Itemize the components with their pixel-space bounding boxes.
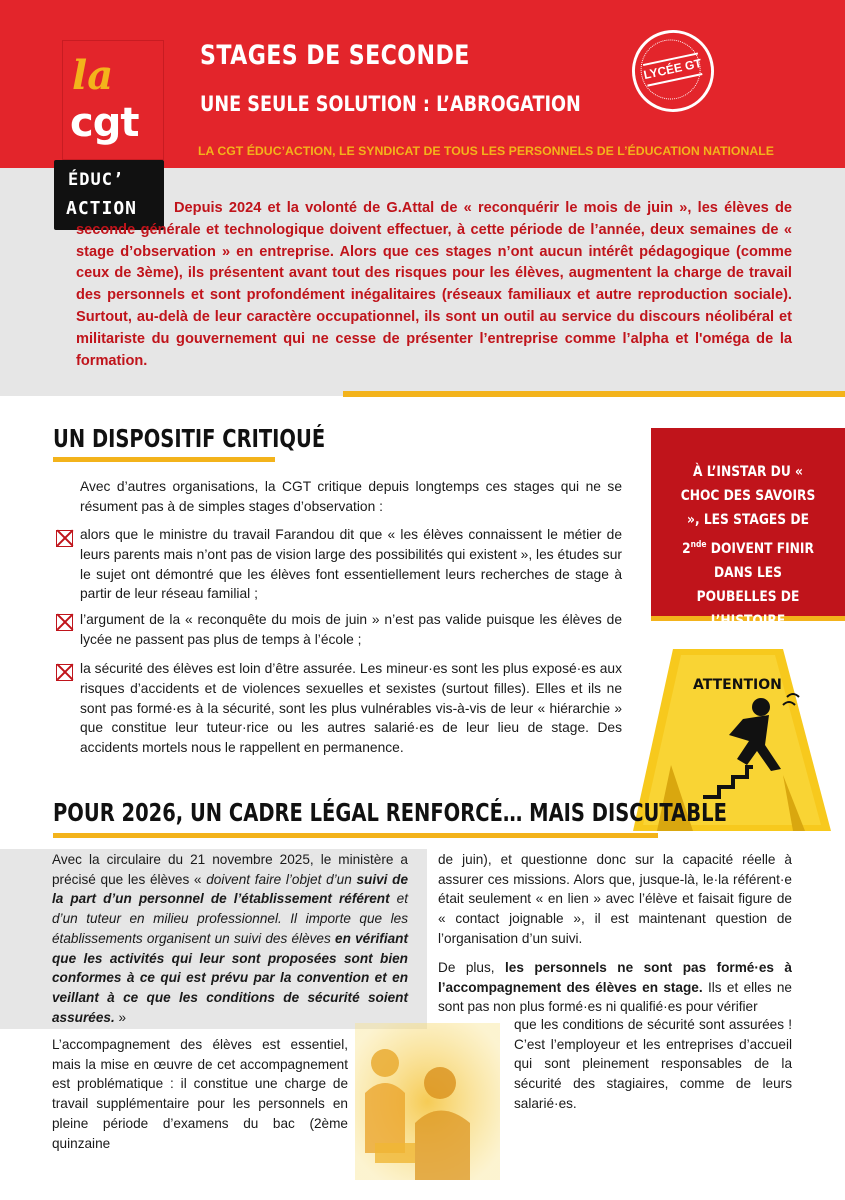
list-item: alors que le ministre du travail Farandou dit que « les élèves connaissent le métier de leurs parents mais n’ont pas de vision large des possibilités qui existent », les études sur le sujet ont démontré que les élèves font essentiellement leurs recherches de stage à partir de leur réseau familial ; bbox=[80, 527, 622, 602]
right-column-paragraph: De plus, les personnels ne sont pas formé·es à l’accompagnement des élèves en stage. Ils et elles ne sont pas non plus formé·es ni qualifié·es pour vérifier bbox=[438, 960, 792, 1015]
right-column-paragraph: que les conditions de sécurité sont assurées ! C’est l’employeur et les entreprises d’accueil qui sont pleinement responsables de la sécurité des stagiaires, comme de leurs salarié·es. bbox=[514, 1017, 792, 1111]
cross-box-icon bbox=[56, 664, 73, 681]
students-photo bbox=[355, 1023, 500, 1180]
circulaire-quote: Avec la circulaire du 21 novembre 2025, le ministère a précisé que les élèves « doivent faire l’objet d’un suivi de la part d’un personnel de l’établissement référent et d’un tuteur en milieu professionnel. Il importe que les établissements organisent un suivi des élèves en vérifiant que les activités qui leur sont proposées sont bien conformes à ce qui est prévu par la convention et en veillant à ce que les conditions de sécurité soient assurées. » bbox=[52, 852, 409, 1025]
accompaniment-paragraph: L’accompagnement des élèves est essentiel, mais la mise en œuvre de cet accompagnement est problématique : il constitue une charge de travail supplémentaire pour les personnels en pleine période d’examens du bac (2ème quinzaine bbox=[52, 1037, 348, 1151]
tagline: LA CGT ÉDUC’ACTION, LE SYNDICAT DE TOUS LES PERSONNELS DE L’ÉDUCATION NATIONALE bbox=[198, 144, 774, 158]
heading-underline bbox=[53, 833, 658, 838]
intro-paragraph: Depuis 2024 et la volonté de G.Attal de « reconquérir le mois de juin », les élèves de seconde générale et technologique doivent effectuer, à cette période de l’année, deux semaines de « stage d’observation » en entreprise. Alors que ces stages n’ont aucun intérêt pédagogique (comme ceux de 3ème), ils présentent avant tout des risques pour les élèves, augmentent la charge de travail des personnels et sont profondément inégalitaires (réseaux familiaux et autre reproduction sociale). Surtout, au-delà de leur caractère occupationnel, ils sont un outil au service du discours néolibéral et militariste du gouvernement qui ne cesse de présenter l’entreprise comme l’alpha et l'oméga de la formation. bbox=[76, 200, 792, 369]
right-column-paragraph: de juin), et questionne donc sur la capacité réelle à assurer ces missions. Alors que, jusque-là, le·la référent·e était seulement « en lien » avec l’élève et faisait figure de « contact joignable », il est maintenant question de l’organisation d’un suivi. bbox=[438, 852, 792, 946]
cgt-educaction-logo: la cgt ÉDUC’ ACTION bbox=[62, 40, 162, 230]
section-heading-dispositif: UN DISPOSITIF CRITIQUÉ bbox=[53, 424, 326, 453]
cross-box-icon bbox=[56, 530, 73, 547]
callout-text: À L’INSTAR DU « CHOC DES SAVOIRS », LES STAGES DE 2nde DOIVENT FINIR DANS LES POUBELLES DE L’HISTOIRE bbox=[680, 463, 816, 630]
divider bbox=[343, 391, 845, 397]
lycee-gt-stamp: LYCÉE GT bbox=[624, 22, 721, 119]
page-title: STAGES DE SECONDE bbox=[200, 40, 470, 71]
section-heading-cadre: POUR 2026, UN CADRE LÉGAL RENFORCÉ… MAIS DISCUTABLE bbox=[53, 798, 727, 827]
page-subtitle: UNE SEULE SOLUTION : L’ABROGATION bbox=[200, 92, 581, 116]
heading-underline bbox=[53, 457, 275, 462]
section1-lead: Avec d’autres organisations, la CGT critique depuis longtemps ces stages qui ne se résument pas à de simples stages d’observation : bbox=[80, 479, 622, 514]
list-item: l’argument de la « reconquête du mois de juin » n’est pas valide puisque les élèves de lycée ne passent pas plus de temps à l’école ; bbox=[80, 612, 622, 647]
attention-label: ATTENTION bbox=[693, 677, 782, 693]
list-item: la sécurité des élèves est loin d’être assurée. Les mineur·es sont les plus exposé·es aux risques d’accidents et de violences sexuelles et sexistes (surtout filles). Elles et ils ne sont pas formé·es à la sécurité, sont les plus vulnérables vis-à-vis de leur « hiérarchie » que constitue leur tuteur·rice ou les autres salarié·es de leur lieu de stage. Des accidents mortels nous le rappellent en permanence. bbox=[80, 661, 622, 756]
cross-box-icon bbox=[56, 614, 73, 631]
